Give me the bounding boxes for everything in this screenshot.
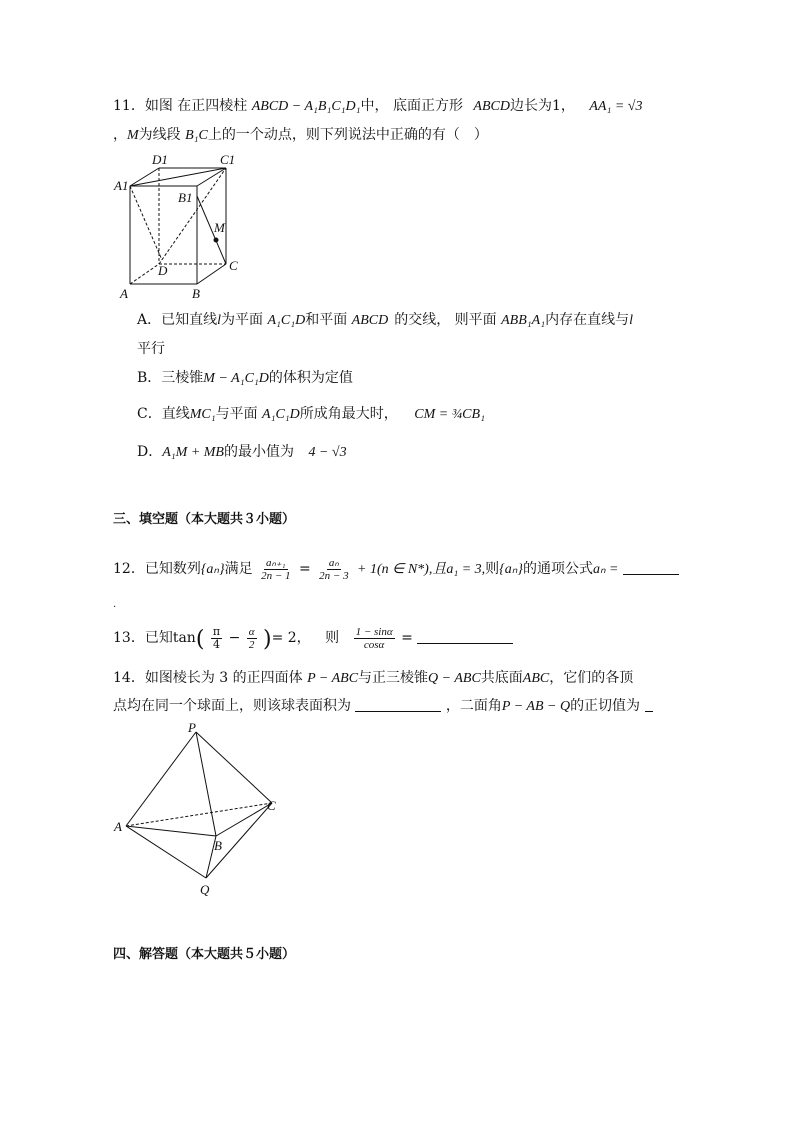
q11-option-d: D．A₁M + MB的最小值为 4 − √3	[137, 444, 347, 460]
q12-dot: .	[113, 599, 117, 610]
q11-option-b: B．三棱锥M − A₁C₁D的体积为定值	[137, 370, 353, 386]
q11-option-a-cont: 平行	[137, 341, 165, 357]
label-a: A	[120, 286, 128, 301]
point-m	[214, 238, 219, 243]
q13-fraction-3: $\frac{1 - \sin\alpha}{\cos\alpha}$	[355, 625, 393, 651]
label-m: M	[214, 220, 225, 235]
q12-fraction-1: $\frac{\text{aₙ₊₁}}{2n - 1}$	[261, 556, 291, 582]
label-c: C	[229, 258, 238, 273]
q12-answer-blank[interactable]	[623, 560, 679, 575]
tetrahedron-figure	[110, 718, 290, 900]
q14-answer-blank-1[interactable]	[355, 697, 441, 712]
section-3-heading: 三、填空题（本大题共３小题）	[113, 512, 296, 527]
q14-answer-blank-2[interactable]	[645, 697, 653, 712]
section-4-heading: 四、解答题（本大题共５小题）	[113, 947, 296, 962]
q13-answer-blank[interactable]	[417, 629, 513, 644]
q13-fraction-2: $\frac{\alpha}{2}$	[248, 625, 255, 651]
label-d: D	[158, 263, 168, 278]
label-c: C	[267, 798, 276, 813]
label-c1: C1	[220, 152, 236, 167]
label-b1: B1	[178, 190, 193, 205]
q11-option-c: C．直线MC₁与平面 A₁C₁D所成角最大时， CM = ¾CB₁	[137, 406, 485, 422]
label-p: P	[188, 720, 196, 735]
label-b: B	[192, 286, 200, 301]
prism-figure	[112, 150, 252, 302]
q11-stem-line1: 11．如图 在正四棱柱 ABCD − A₁B₁C₁D₁中， 底面正方形 ABCD边长为1， AA₁ = √3	[113, 98, 643, 114]
q13-line: 13．已知tan( $\frac{\pi}{4}$ − $\frac{\alpha}{2}$ )= 2， 则 $\frac{1 - \sin\alpha}{\cos\alpha}$ =	[113, 624, 513, 654]
q13-fraction-1: $\frac{\pi}{4}$	[212, 624, 221, 651]
q12-line: 12．已知数列{aₙ}满足 $\frac{\text{aₙ₊₁}}{2n - 1}$ = $\frac{\text{aₙ}}{2n - 3}$ + 1(n ∈ N*),且a₁ = 3,则{aₙ}的通项公式aₙ =	[113, 556, 679, 583]
label-d1: D1	[152, 152, 168, 167]
label-a: A	[114, 819, 122, 834]
label-q: Q	[200, 882, 210, 897]
label-a1: A1	[114, 178, 129, 193]
q11-stem-line2: ，M为线段 B₁C上的一个动点，则下列说法中正确的有（ ）	[113, 127, 488, 143]
label-b: B	[214, 838, 222, 853]
q12-fraction-2: $\frac{\text{aₙ}}{2n - 3}$	[319, 556, 349, 582]
q11-option-a: A．已知直线l为平面 A₁C₁D和平面 ABCD 的交线， 则平面 ABB₁A₁内存在直线与l	[137, 312, 633, 328]
q14-line1: 14．如图棱长为 3 的正四面体 P − ABC与正三棱锥Q − ABC共底面ABC，它们的各顶	[113, 670, 634, 686]
q14-line2: 点均在同一个球面上，则该球表面积为 ，二面角P − AB − Q的正切值为	[113, 697, 653, 716]
